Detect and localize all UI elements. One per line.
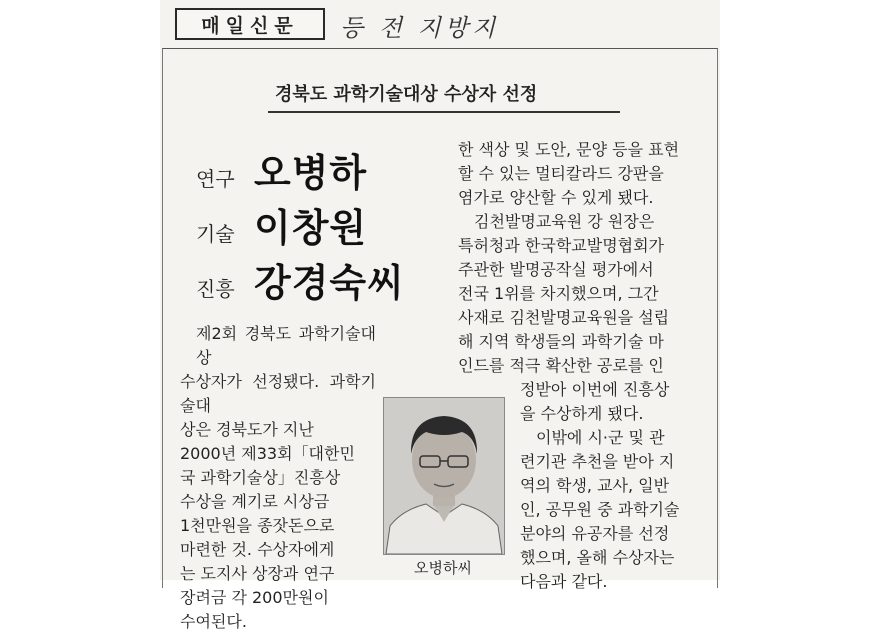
text-line: 전국 1위를 차지했으며, 그간 (458, 284, 659, 303)
text-line: 는 도지사 상장과 연구 (180, 564, 335, 583)
awardee-technology (196, 197, 367, 252)
awardee-research (196, 142, 367, 197)
article-body-right-bottom (520, 378, 704, 594)
text-line: 1천만원을 종잣돈으로 (180, 516, 335, 535)
text-line: 했으며, 올해 수상자는 (520, 548, 675, 567)
awardee-promotion (196, 252, 405, 307)
text-line: 수상자가 선정됐다. 과학기술대 (180, 372, 376, 415)
article-body-left (180, 322, 376, 634)
text-line: 해 지역 학생들의 과학기술 마 (458, 332, 664, 351)
text-line: 김천발명교육원 강 원장은 (474, 212, 655, 231)
text-line: 분야의 유공자를 선정 (520, 524, 670, 543)
text-line: 주관한 발명공작실 평가에서 (458, 260, 654, 279)
text-line: 다음과 같다. (520, 572, 608, 591)
awardee-category: 진흥 (196, 277, 235, 301)
text-line: 역의 학생, 교사, 일반 (520, 476, 670, 495)
text-line: 이밖에 시·군 및 관 (536, 428, 665, 447)
text-line: 을 수상하게 됐다. (520, 404, 644, 423)
awardee-category: 기술 (196, 222, 235, 246)
text-line: 2000년 제33회「대한민 (180, 444, 355, 463)
awardee-category: 연구 (196, 167, 235, 191)
text-line: 인드를 적극 확산한 공로를 인 (458, 356, 664, 375)
text-line: 장려금 각 200만원이 (180, 588, 329, 607)
text-line: 할 수 있는 멀티칼라드 강판을 (458, 164, 664, 183)
text-line: 제2회 경북도 과학기술대상 (196, 324, 376, 367)
awardee-name: 강경숙씨 (254, 261, 405, 305)
text-line: 특허청과 한국학교발명협회가 (458, 236, 665, 255)
awardee-name: 오병하 (254, 151, 368, 195)
text-line: 정받아 이번에 진흥상 (520, 380, 670, 399)
text-line: 사재로 김천발명교육원을 설립 (458, 308, 670, 327)
text-line: 국 과학기술상」진흥상 (180, 468, 341, 487)
text-line: 한 색상 및 도안, 문양 등을 표현 (458, 140, 680, 159)
portrait-photo-icon (384, 398, 504, 554)
text-line: 상은 경북도가 지난 (180, 420, 314, 439)
text-line: 수상을 계기로 시상금 (180, 492, 330, 511)
text-line: 염가로 양산할 수 있게 됐다. (458, 188, 654, 207)
text-line: 련기관 추천을 받아 지 (520, 452, 675, 471)
handwritten-note: 등 전 지방지 (340, 14, 500, 42)
portrait-photo (383, 397, 505, 555)
newspaper-masthead: 매일신문 (175, 8, 325, 40)
text-line: 인, 공무원 중 과학기술 (520, 500, 680, 519)
awardee-name: 이창원 (254, 206, 368, 250)
photo-caption: 오병하씨 (414, 559, 472, 577)
text-line: 마련한 것. 수상자에게 (180, 540, 335, 559)
headline-underline (268, 111, 620, 113)
article-body-right-top (458, 138, 704, 378)
text-line: 수여된다. (180, 612, 247, 631)
article-headline: 경북도 과학기술대상 수상자 선정 (275, 84, 538, 105)
